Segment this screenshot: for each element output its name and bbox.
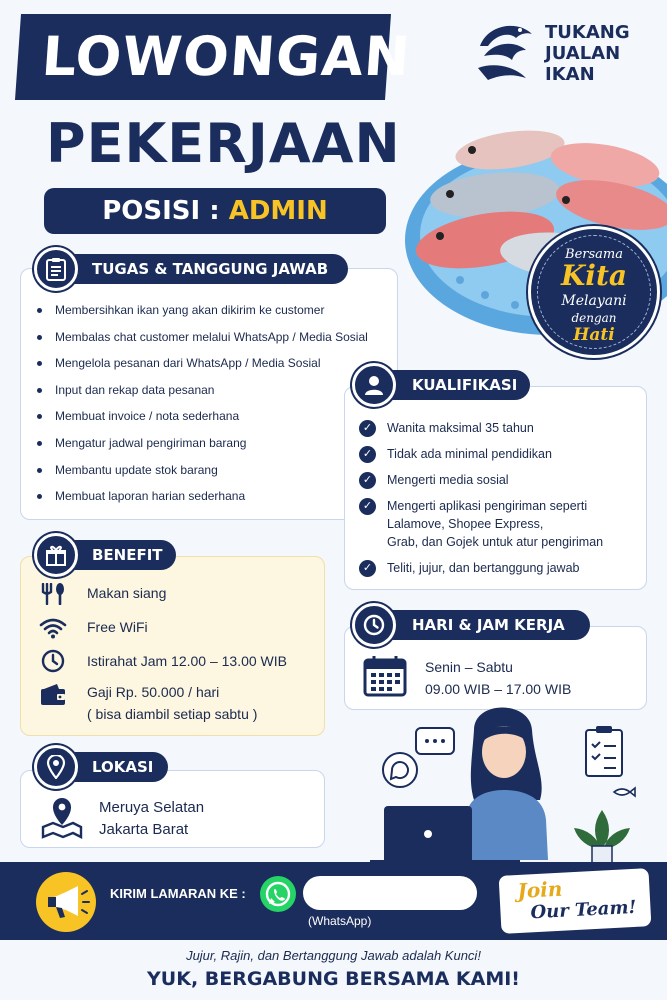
benefit-item: Free WiFi — [39, 617, 67, 642]
gift-icon — [34, 533, 78, 577]
position-label: POSISI : — [102, 196, 229, 226]
benefit-card — [20, 556, 325, 736]
schedule-days: Senin – Sabtu — [425, 659, 513, 675]
join-text-2: Our Team! — [530, 896, 637, 924]
cutlery-icon — [39, 583, 67, 605]
benefit-item: Istirahat Jam 12.00 – 13.00 WIB — [39, 649, 67, 676]
map-pin-icon — [39, 797, 85, 839]
brand-line2: JUALAN — [545, 43, 621, 64]
check-icon: ✓ — [359, 446, 376, 463]
cta-text: YUK, BERGABUNG BERSAMA KAMI! — [147, 968, 520, 990]
qualifications-card — [344, 386, 647, 590]
benefit-item: Gaji Rp. 50.000 / hari ( bisa diambil setiap sabtu ) — [39, 683, 67, 710]
task-item: Membalas chat customer melalui WhatsApp / Media Sosial — [21, 324, 397, 351]
badge-text-5: Hati — [573, 325, 615, 345]
check-icon: ✓ — [359, 560, 376, 577]
header-title-line1: LOWONGAN — [15, 14, 391, 100]
benefit-title: BENEFIT — [58, 540, 176, 570]
position-pill — [44, 188, 386, 234]
brand-line3: IKAN — [545, 64, 595, 85]
badge-text-2: Kita — [560, 259, 628, 292]
whatsapp-icon[interactable] — [260, 876, 296, 912]
qualification-item: ✓ Mengerti aplikasi pengiriman seperti Lalamove, Shopee Express, Grab, dan Gojek untuk atur pengiriman — [359, 497, 603, 551]
badge-text-3: Melayani — [561, 293, 627, 309]
calendar-icon — [363, 655, 407, 697]
header-title-line2: PEKERJAAN — [46, 112, 401, 175]
check-icon: ✓ — [359, 420, 376, 437]
qualification-item: ✓ Mengerti media sosial — [359, 471, 509, 489]
megaphone-badge — [36, 872, 96, 932]
location-pin-icon — [34, 745, 78, 789]
check-icon: ✓ — [359, 498, 376, 515]
brand-line1: TUKANG — [545, 22, 630, 43]
position-value: ADMIN — [228, 196, 328, 226]
footer-bottom — [0, 940, 667, 1000]
tasks-title: TUGAS & TANGGUNG JAWAB — [58, 254, 348, 284]
qualification-item: ✓ Wanita maksimal 35 tahun — [359, 419, 534, 437]
location-title: LOKASI — [58, 752, 168, 782]
join-text-1: Join — [516, 876, 563, 903]
whatsapp-caption: (WhatsApp) — [308, 914, 372, 928]
task-item: Membuat laporan harian sederhana — [21, 483, 397, 510]
tasks-card — [20, 268, 398, 520]
tagline: Jujur, Rajin, dan Bertanggung Jawab adalah Kunci! — [186, 948, 481, 963]
schedule-hours: 09.00 WIB – 17.00 WIB — [425, 681, 572, 697]
check-icon: ✓ — [359, 472, 376, 489]
clock-icon — [39, 649, 67, 673]
wallet-icon — [39, 683, 67, 707]
task-item: Input dan rekap data pesanan — [21, 377, 397, 404]
qualification-item: ✓ Teliti, jujur, dan bertanggung jawab — [359, 559, 580, 577]
qualifications-title: KUALIFIKASI — [378, 370, 530, 400]
user-icon — [352, 363, 396, 407]
schedule-title: HARI & JAM KERJA — [378, 610, 590, 640]
task-item: Mengelola pesanan dari WhatsApp / Media Sosial — [21, 350, 397, 377]
task-item: Membuat invoice / nota sederhana — [21, 403, 397, 430]
wifi-icon — [39, 617, 67, 639]
clock-icon — [352, 603, 396, 647]
woman-laptop-illustration — [370, 700, 667, 866]
location-line1: Meruya Selatan — [99, 799, 205, 816]
task-item: Membersihkan ikan yang akan dikirim ke customer — [21, 297, 397, 324]
whatsapp-number-field[interactable] — [303, 876, 477, 910]
motto-badge — [528, 226, 660, 358]
send-application-label: KIRIM LAMARAN KE : — [110, 886, 246, 901]
badge-text-1: Bersama — [565, 247, 623, 262]
task-item: Mengatur jadwal pengiriman barang — [21, 430, 397, 457]
megaphone-icon — [36, 872, 96, 932]
badge-text-4: dengan — [571, 311, 617, 325]
benefit-item: Makan siang — [39, 583, 67, 608]
qualification-item: ✓ Tidak ada minimal pendidikan — [359, 445, 552, 463]
join-team-card — [499, 868, 652, 934]
clipboard-icon — [34, 247, 78, 291]
location-line2: Jakarta Barat — [99, 821, 189, 838]
fish-logo-icon — [474, 16, 538, 88]
task-item: Membantu update stok barang — [21, 457, 397, 484]
